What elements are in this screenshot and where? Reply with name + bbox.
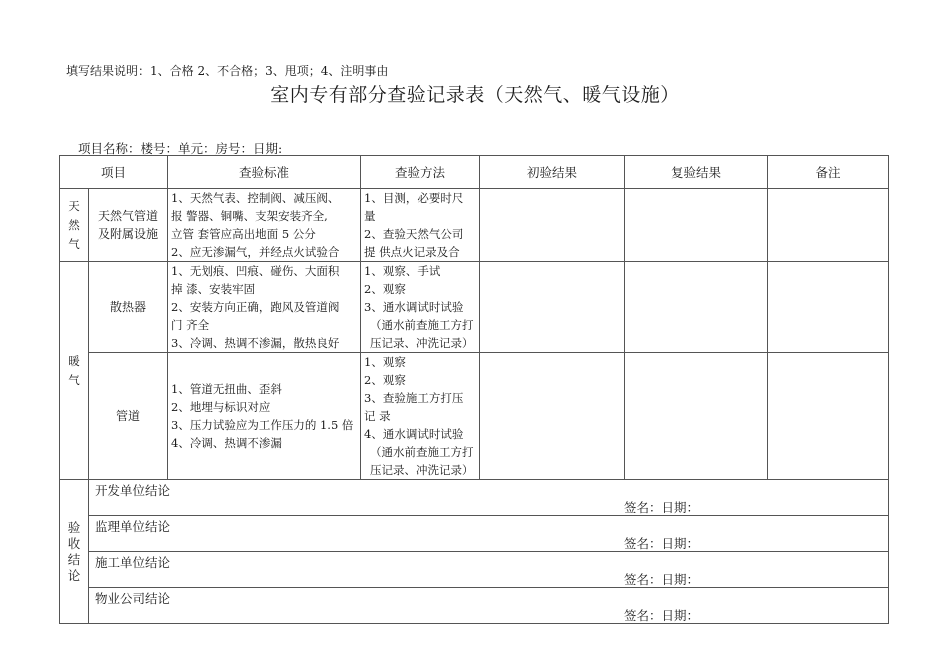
acceptance-row-supervisor <box>60 516 889 552</box>
header-row <box>60 156 889 189</box>
initial-result-gas[interactable] <box>480 189 625 262</box>
method-gas: 1、目测，必要时尺 量 2、查验天然气公司 提 供点火记录及合 <box>361 189 480 262</box>
category-heating: 暖 气 <box>60 262 89 480</box>
remarks-gas[interactable] <box>768 189 889 262</box>
conclusion-property[interactable] <box>89 588 889 624</box>
item-pipe: 管道 <box>89 353 168 480</box>
acceptance-row-developer <box>60 480 889 516</box>
project-info-line: 项目名称：楼号：单元：房号：日期: <box>78 141 283 156</box>
header-standard: 查验标准 <box>168 156 361 189</box>
remarks-radiator[interactable] <box>768 262 889 353</box>
header-initial-result: 初验结果 <box>480 156 625 189</box>
signature-date-field: 签名：日期： <box>624 572 700 587</box>
page-title: 室内专有部分查验记录表（天然气、暖气设施） <box>270 84 680 106</box>
inspection-table <box>59 155 889 624</box>
fill-instructions: 填写结果说明：1、合格 2、不合格；3、甩项；4、注明事由 <box>66 64 389 78</box>
signature-date-field: 签名：日期： <box>624 536 700 551</box>
category-acceptance: 验 收 结 论 <box>60 480 89 624</box>
conclusion-label: 施工单位结论 <box>95 555 171 570</box>
recheck-result-pipe[interactable] <box>625 353 768 480</box>
recheck-result-gas[interactable] <box>625 189 768 262</box>
table-row-pipe <box>60 353 889 480</box>
conclusion-label: 物业公司结论 <box>95 591 171 606</box>
item-gas-pipe: 天然气管道 及附属设施 <box>89 189 168 262</box>
conclusion-label: 监理单位结论 <box>95 519 171 534</box>
conclusion-contractor[interactable] <box>89 552 889 588</box>
acceptance-row-contractor <box>60 552 889 588</box>
initial-result-pipe[interactable] <box>480 353 625 480</box>
header-item: 项目 <box>60 156 168 189</box>
item-radiator: 散热器 <box>89 262 168 353</box>
recheck-result-radiator[interactable] <box>625 262 768 353</box>
signature-date-field: 签名：日期： <box>624 608 700 623</box>
header-remarks: 备注 <box>768 156 889 189</box>
conclusion-developer[interactable] <box>89 480 889 516</box>
initial-result-radiator[interactable] <box>480 262 625 353</box>
standard-radiator: 1、无划痕、凹痕、碰伤、大面积 掉 漆、安装牢固 2、安装方向正确，跑风及管道阀 门 齐全 3、冷调、热调不渗漏，散热良好 <box>168 262 361 353</box>
table-row-gas <box>60 189 889 262</box>
table-row-radiator <box>60 262 889 353</box>
method-pipe: 1、观察 2、观察 3、查验施工方打压 记 录 4、通水调试时试验 （通水前查施工方打 压记录、冲洗记录） <box>361 353 480 480</box>
remarks-pipe[interactable] <box>768 353 889 480</box>
conclusion-supervisor[interactable] <box>89 516 889 552</box>
conclusion-label: 开发单位结论 <box>95 483 171 498</box>
header-recheck-result: 复验结果 <box>625 156 768 189</box>
category-gas: 天 然 气 <box>60 189 89 262</box>
method-radiator: 1、观察、手试 2、观察 3、通水调试时试验 （通水前查施工方打 压记录、冲洗记录） <box>361 262 480 353</box>
standard-gas: 1、天然气表、控制阀、减压阀、 报 警器、铜嘴、支架安装齐全, 立管 套管应高出地面 5 公分 2、应无渗漏气，并经点火试验合 <box>168 189 361 262</box>
acceptance-row-property <box>60 588 889 624</box>
header-method: 查验方法 <box>361 156 480 189</box>
standard-pipe: 1、管道无扭曲、歪斜 2、地埋与标识对应 3、压力试验应为工作压力的 1.5 倍 4、冷调、热调不渗漏 <box>168 353 361 480</box>
signature-date-field: 签名：日期： <box>624 500 700 515</box>
